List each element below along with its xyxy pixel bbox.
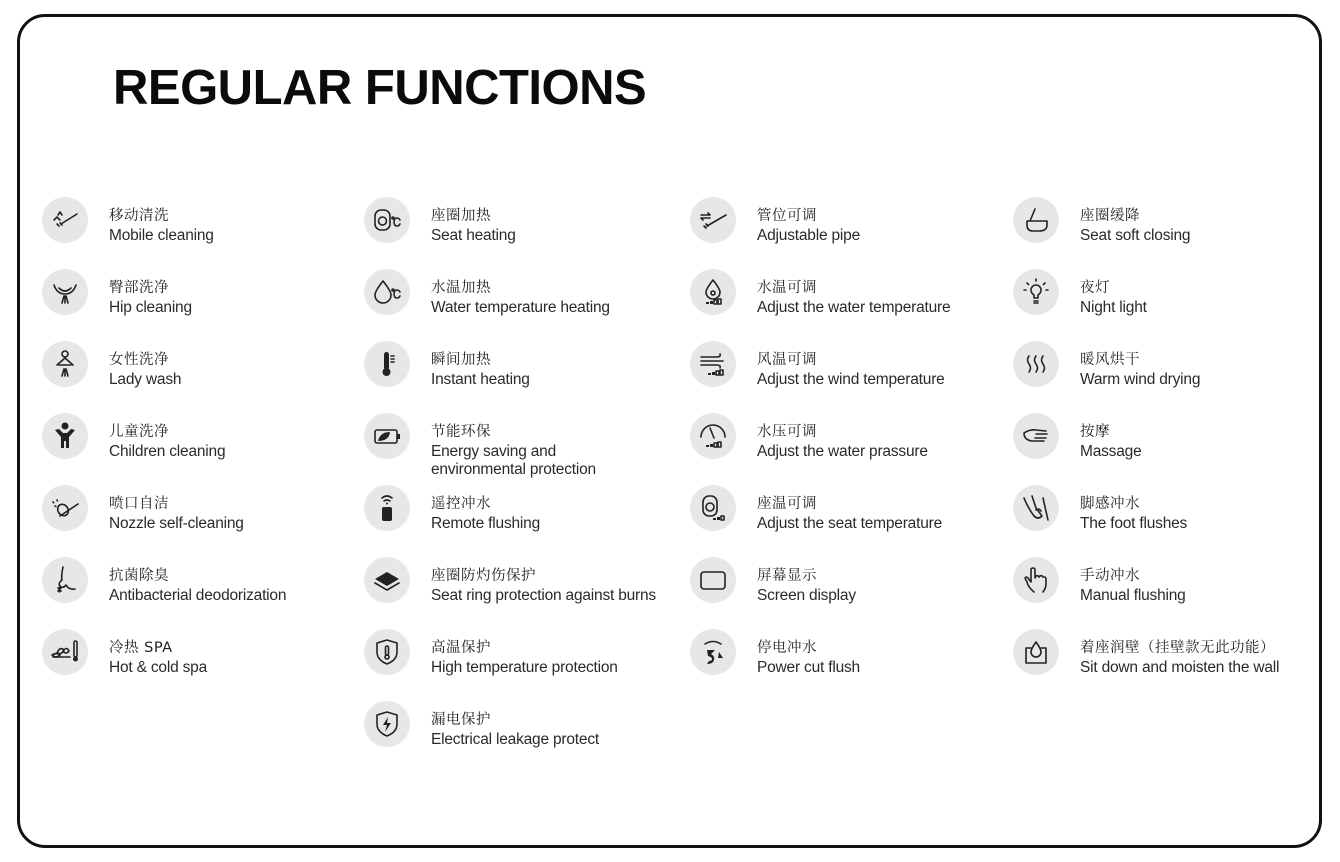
drop-level-icon xyxy=(690,269,736,315)
function-name-en: The foot flushes xyxy=(1080,515,1188,532)
pipe-arrows-icon xyxy=(690,197,736,243)
function-item xyxy=(1013,486,1333,546)
function-name-en: Screen display xyxy=(757,587,856,604)
hip-cleaning-icon xyxy=(42,269,88,315)
function-item xyxy=(364,270,684,330)
function-name-zh: 座圈缓降 xyxy=(1080,208,1140,224)
function-item xyxy=(42,342,362,402)
function-name-zh: 座圈防灼伤保护 xyxy=(431,568,536,584)
function-name-zh: 暖风烘干 xyxy=(1080,352,1140,368)
function-name-en: Adjust the wind temperature xyxy=(757,371,945,388)
hand-icon xyxy=(1013,413,1059,459)
function-name-en: Water temperature heating xyxy=(431,299,610,316)
function-name-zh: 抗菌除臭 xyxy=(109,568,169,584)
function-item xyxy=(690,486,1010,546)
function-name-en: Children cleaning xyxy=(109,443,226,460)
function-name-en: Hot & cold spa xyxy=(109,659,208,676)
function-name-en: Seat heating xyxy=(431,227,516,244)
function-name-en: Energy saving and environmental protection xyxy=(431,443,596,478)
function-name-zh: 节能环保 xyxy=(431,424,491,440)
function-name-en: Warm wind drying xyxy=(1080,371,1201,388)
function-item xyxy=(1013,558,1333,618)
function-item xyxy=(42,558,362,618)
function-item xyxy=(364,486,684,546)
seat-celsius-icon xyxy=(364,197,410,243)
function-name-en: Sit down and moisten the wall xyxy=(1080,659,1280,676)
function-name-zh: 臀部洗净 xyxy=(109,280,169,296)
function-name-en: Electrical leakage protect xyxy=(431,731,599,748)
function-name-en: Night light xyxy=(1080,299,1147,316)
function-name-en: Adjustable pipe xyxy=(757,227,860,244)
function-name-en: Adjust the seat temperature xyxy=(757,515,943,532)
function-item xyxy=(42,414,362,474)
seat-level-icon xyxy=(690,485,736,531)
function-item xyxy=(364,558,684,618)
lightbulb-icon xyxy=(1013,269,1059,315)
function-name-en: Seat soft closing xyxy=(1080,227,1191,244)
function-name-en: Nozzle self-cleaning xyxy=(109,515,244,532)
function-name-en: Mobile cleaning xyxy=(109,227,214,244)
function-name-zh: 脚感冲水 xyxy=(1080,496,1140,512)
wind-level-icon xyxy=(690,341,736,387)
function-name-zh: 儿童洗净 xyxy=(109,424,169,440)
function-name-zh: 着座润壁（挂壁款无此功能） xyxy=(1080,640,1275,656)
page-title: REGULAR FUNCTIONS xyxy=(113,61,647,115)
heat-waves-icon xyxy=(1013,341,1059,387)
shield-thermometer-icon xyxy=(364,629,410,675)
function-name-zh: 屏幕显示 xyxy=(757,568,817,584)
function-item xyxy=(1013,342,1333,402)
function-name-en: Seat ring protection against burns xyxy=(431,587,656,604)
remote-control-icon xyxy=(364,485,410,531)
nozzle-icon xyxy=(42,485,88,531)
function-item xyxy=(1013,630,1333,690)
function-name-zh: 按摩 xyxy=(1080,424,1110,440)
function-name-en: Lady wash xyxy=(109,371,182,388)
function-item xyxy=(364,630,684,690)
function-name-zh: 女性洗净 xyxy=(109,352,169,368)
function-name-en: Power cut flush xyxy=(757,659,860,676)
function-item xyxy=(690,342,1010,402)
function-name-en: Adjust the water prassure xyxy=(757,443,928,460)
function-name-en: Instant heating xyxy=(431,371,530,388)
flush-swirl-icon xyxy=(690,629,736,675)
function-item xyxy=(690,630,1010,690)
function-name-zh: 瞬间加热 xyxy=(431,352,491,368)
child-icon xyxy=(42,413,88,459)
function-name-zh: 风温可调 xyxy=(757,352,817,368)
toilet-lid-icon xyxy=(1013,197,1059,243)
function-name-zh: 停电冲水 xyxy=(757,640,817,656)
function-name-en: Remote flushing xyxy=(431,515,541,532)
function-name-en: Adjust the water temperature xyxy=(757,299,951,316)
function-name-zh: 冷热 SPA xyxy=(109,640,173,656)
function-name-en: Manual flushing xyxy=(1080,587,1186,604)
function-name-zh: 水温可调 xyxy=(757,280,817,296)
function-item xyxy=(690,270,1010,330)
nose-icon xyxy=(42,557,88,603)
function-item xyxy=(42,486,362,546)
function-name-zh: 夜灯 xyxy=(1080,280,1110,296)
function-name-en: Massage xyxy=(1080,443,1142,460)
function-item xyxy=(364,342,684,402)
toilet-drop-icon xyxy=(1013,629,1059,675)
foot-icon xyxy=(1013,485,1059,531)
function-item xyxy=(42,630,362,690)
function-item xyxy=(1013,414,1333,474)
function-item xyxy=(42,270,362,330)
function-name-zh: 高温保护 xyxy=(431,640,491,656)
drop-celsius-icon xyxy=(364,269,410,315)
function-name-en: Antibacterial deodorization xyxy=(109,587,287,604)
function-item xyxy=(690,198,1010,258)
gauge-icon xyxy=(690,413,736,459)
function-name-zh: 移动清洗 xyxy=(109,208,169,224)
function-item xyxy=(364,414,684,478)
layers-icon xyxy=(364,557,410,603)
function-name-zh: 手动冲水 xyxy=(1080,568,1140,584)
function-name-zh: 管位可调 xyxy=(757,208,817,224)
mobile-cleaning-icon xyxy=(42,197,88,243)
function-name-en: High temperature protection xyxy=(431,659,618,676)
function-name-zh: 水温加热 xyxy=(431,280,491,296)
function-item xyxy=(690,414,1010,474)
function-item xyxy=(42,198,362,258)
function-name-zh: 水压可调 xyxy=(757,424,817,440)
function-name-en: Hip cleaning xyxy=(109,299,192,316)
shield-lightning-icon xyxy=(364,701,410,747)
hand-press-icon xyxy=(1013,557,1059,603)
function-item xyxy=(364,702,684,762)
thermometer-icon xyxy=(364,341,410,387)
lady-wash-icon xyxy=(42,341,88,387)
screen-icon xyxy=(690,557,736,603)
function-name-zh: 遥控冲水 xyxy=(431,496,491,512)
battery-leaf-icon xyxy=(364,413,410,459)
function-name-zh: 喷口自洁 xyxy=(109,496,169,512)
function-item xyxy=(690,558,1010,618)
function-name-zh: 漏电保护 xyxy=(431,712,491,728)
lotus-thermometer-icon xyxy=(42,629,88,675)
function-name-zh: 座温可调 xyxy=(757,496,817,512)
function-item xyxy=(364,198,684,258)
function-item xyxy=(1013,198,1333,258)
function-item xyxy=(1013,270,1333,330)
function-name-zh: 座圈加热 xyxy=(431,208,491,224)
